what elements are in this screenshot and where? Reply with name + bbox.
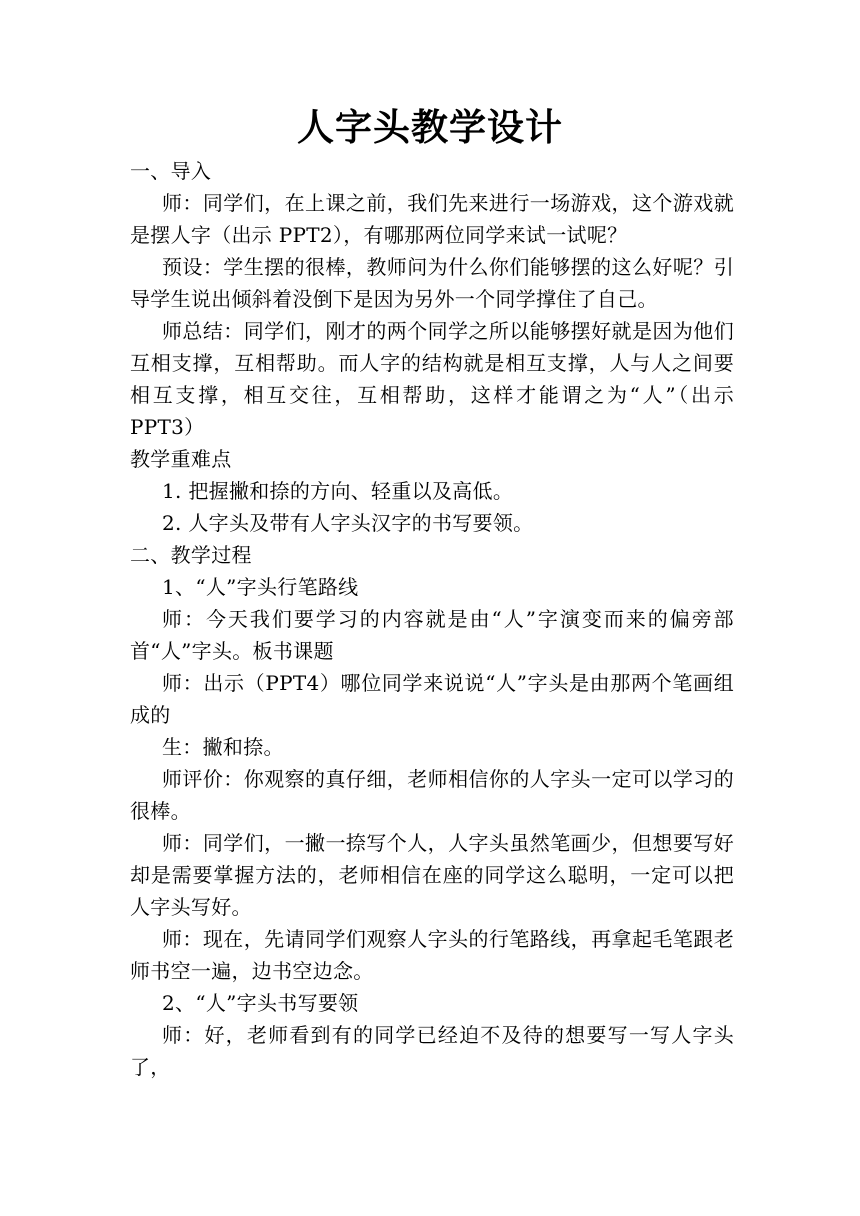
paragraph: 师：好，老师看到有的同学已经迫不及待的想要写一写人字头了， xyxy=(130,1023,734,1079)
section-heading-process: 二、教学过程 xyxy=(130,543,252,567)
subheading: 2、“人”字头书写要领 xyxy=(162,991,359,1015)
subheading: 1、“人”字头行笔路线 xyxy=(162,575,359,599)
paragraph: 师：出示（PPT4）哪位同学来说说“人”字头是由那两个笔画组成的 xyxy=(130,671,734,727)
paragraph: 师：现在，先请同学们观察人字头的行笔路线，再拿起毛笔跟老师书空一遍，边书空边念。 xyxy=(130,927,734,983)
list-item: 1. 把握撇和捺的方向、轻重以及高低。 xyxy=(162,479,514,503)
paragraph: 生：撇和捺。 xyxy=(162,735,284,759)
list-item: 2. 人字头及带有人字头汉字的书写要领。 xyxy=(162,511,534,535)
document-body xyxy=(130,155,734,1083)
section-heading-key-points: 教学重难点 xyxy=(130,447,232,471)
paragraph: 师评价：你观察的真仔细，老师相信你的人字头一定可以学习的很棒。 xyxy=(130,767,734,823)
paragraph: 预设：学生摆的很棒，教师问为什么你们能够摆的这么好呢？引导学生说出倾斜着没倒下是因为另外一个同学撑住了自己。 xyxy=(130,255,734,311)
section-heading-intro: 一、导入 xyxy=(130,159,212,183)
paragraph: 师：同学们，一撇一捺写个人，人字头虽然笔画少，但想要写好却是需要掌握方法的，老师相信在座的同学这么聪明，一定可以把人字头写好。 xyxy=(130,831,734,919)
paragraph: 师总结：同学们，刚才的两个同学之所以能够摆好就是因为他们互相支撑，互相帮助。而人字的结构就是相互支撑，人与人之间要相互支撑，相互交往，互相帮助，这样才能谓之为“人”（出示 PPT3） xyxy=(130,319,734,439)
paragraph: 师：同学们，在上课之前，我们先来进行一场游戏，这个游戏就是摆人字（出示 PPT2），有哪那两位同学来试一试呢？ xyxy=(130,191,734,247)
document-title: 人字头教学设计 xyxy=(297,106,563,149)
paragraph: 师：今天我们要学习的内容就是由“人”字演变而来的偏旁部首“人”字头。板书课题 xyxy=(130,607,734,663)
